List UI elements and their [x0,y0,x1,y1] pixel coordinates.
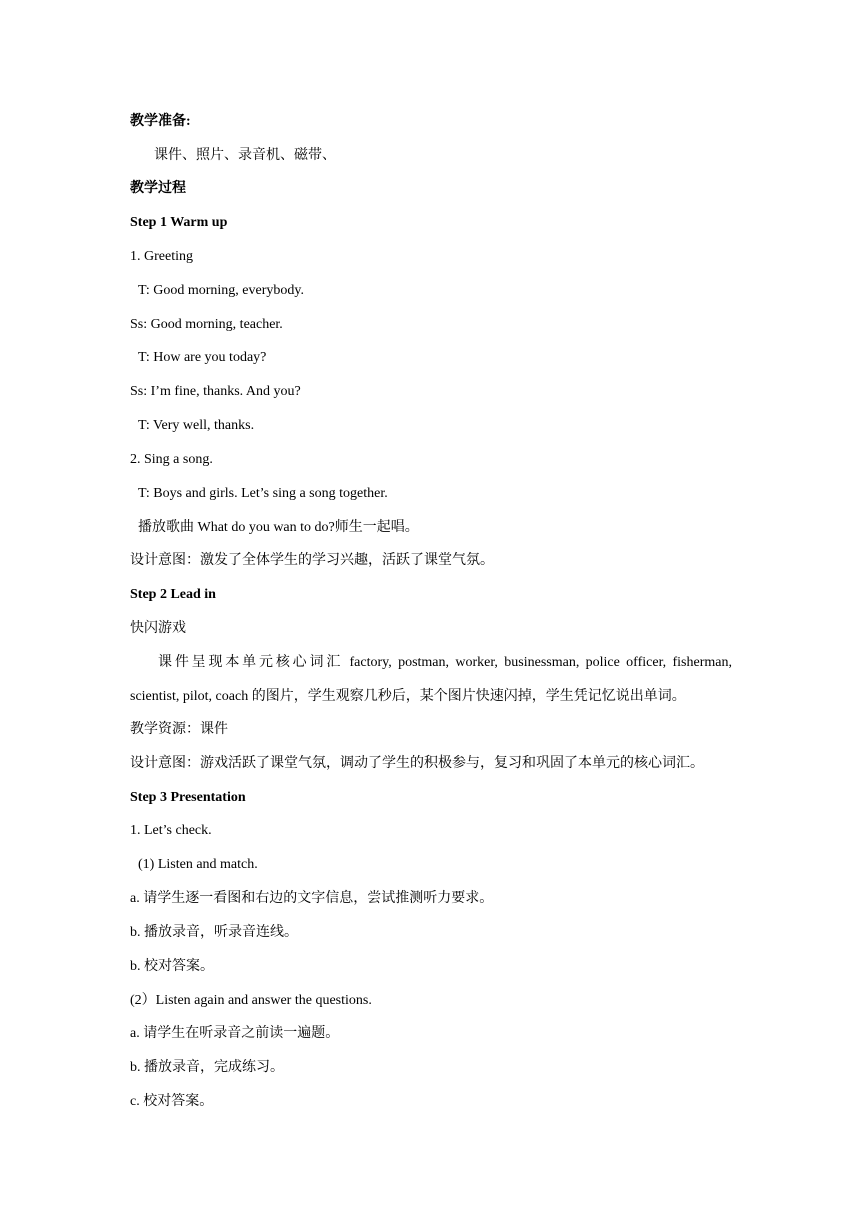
teaching-preparation-heading: 教学准备: [130,114,191,129]
step3-heading: Step 3 Presentation [130,790,246,805]
dialogue-line: T: Good morning, everybody. [138,283,304,298]
flash-game-description: 课件呈现本单元核心词汇 factory, postman, worker, businessman, police officer, fisherman, scientist, pilot, coach 的图片，学生观察几秒后，某个图片快速闪掉，学生凭记忆说出单词。 [130,655,732,704]
greeting-item: 1. Greeting [130,249,193,264]
listen-again-item: (2）Listen again and answer the questions. [130,993,372,1008]
step-a2: a. 请学生在听录音之前读一遍题。 [130,1026,340,1041]
step-c: c. 校对答案。 [130,1094,214,1109]
design-intent-2: 设计意图：游戏活跃了课堂气氛，调动了学生的积极参与，复习和巩固了本单元的核心词汇。 [130,756,704,771]
step2-heading: Step 2 Lead in [130,587,216,602]
step1-heading: Step 1 Warm up [130,215,228,230]
dialogue-line: T: Boys and girls. Let’s sing a song together. [138,486,388,501]
listen-match-item: (1) Listen and match. [138,857,258,872]
sing-song-item: 2. Sing a song. [130,452,213,467]
step-b3: b. 播放录音，完成练习。 [130,1060,284,1075]
dialogue-line: Ss: Good morning, teacher. [130,317,283,332]
lets-check-item: 1. Let’s check. [130,823,212,838]
step-a: a. 请学生逐一看图和右边的文字信息，尝试推测听力要求。 [130,891,494,906]
design-intent-1: 设计意图：激发了全体学生的学习兴趣，活跃了课堂气氛。 [130,553,494,568]
dialogue-line: T: How are you today? [138,350,267,365]
materials-list: 课件、照片、录音机、磁带、 [154,148,336,163]
step-b: b. 播放录音，听录音连线。 [130,925,298,940]
teaching-process-heading: 教学过程 [130,181,186,196]
teaching-resource: 教学资源：课件 [130,722,228,737]
step-b2: b. 校对答案。 [130,959,214,974]
dialogue-line: Ss: I’m fine, thanks. And you? [130,384,301,399]
dialogue-line: T: Very well, thanks. [138,418,255,433]
song-instruction: 播放歌曲 What do you wan to do?师生一起唱。 [138,520,419,535]
flash-game-title: 快闪游戏 [130,621,186,636]
